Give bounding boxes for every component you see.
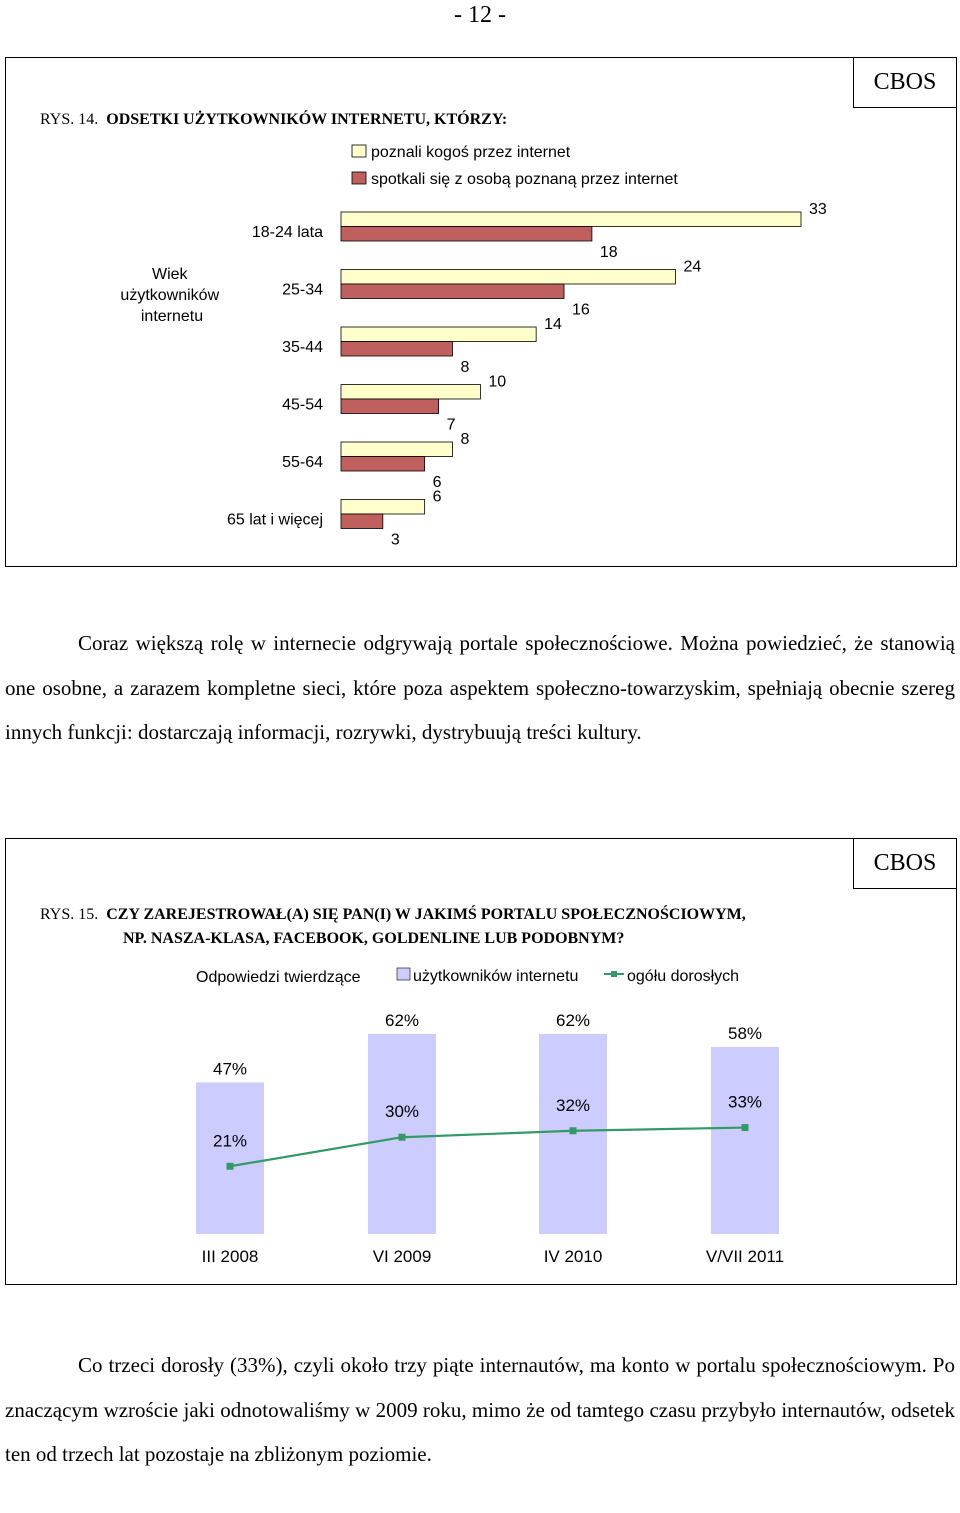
cbos-logo-box: CBOS bbox=[853, 838, 957, 889]
bar-value-label: 24 bbox=[683, 258, 702, 276]
figure-15-number: RYS. 15. bbox=[40, 906, 99, 923]
category-label: IV 2010 bbox=[543, 1247, 603, 1266]
page-number: - 12 - bbox=[454, 2, 506, 28]
figure-14-number: RYS. 14. bbox=[40, 111, 99, 128]
legend-caption: Odpowiedzi twierdzące bbox=[196, 969, 361, 986]
bar-value-label: 62% bbox=[384, 1011, 420, 1030]
bar-value-label: 62% bbox=[555, 1011, 591, 1030]
bar-value-label: 8 bbox=[460, 359, 470, 376]
bar-value-label: 7 bbox=[446, 416, 456, 434]
legend-line-marker bbox=[611, 971, 617, 977]
category-label: III 2008 bbox=[201, 1247, 259, 1266]
body-paragraph-1: Coraz większą rolę w internecie odgrywają portale społecznościowe. Można powiedzieć, że stanowią one osobne, a zarazem kompletne sieci, które poza aspektem społeczno-towarzyskim, spełniają obecnie szereg innych funkcji: dostarczają informacji, rozrywki, dystrybuują treści kultury. bbox=[5, 631, 955, 744]
bar-value-label: 6 bbox=[432, 474, 442, 491]
line-point bbox=[742, 1124, 749, 1131]
bar-value-label: 8 bbox=[460, 431, 470, 448]
bar-value-label: 58% bbox=[727, 1023, 763, 1043]
category-label: 65 lat i więcej bbox=[226, 511, 323, 529]
line-point bbox=[570, 1127, 577, 1134]
bar-value-label: 18 bbox=[599, 244, 618, 261]
category-label: VI 2009 bbox=[372, 1247, 432, 1266]
legend-label-line: ogółu dorosłych bbox=[627, 968, 740, 985]
category-label: 25-34 bbox=[282, 281, 323, 299]
legend-swatch-bars bbox=[397, 968, 410, 980]
line-series bbox=[230, 1128, 745, 1167]
figure-15-heading-line1: CZY ZAREJESTROWAŁ(A) SIĘ PAN(I) W JAKIMŚ PORTALU SPOŁECZNOŚCIOWYM, bbox=[106, 906, 746, 923]
figure-14-heading: ODSETKI UŻYTKOWNIKÓW INTERNETU, KTÓRZY: bbox=[106, 111, 508, 128]
figure-15-heading-line2: NP. NASZA-KLASA, FACEBOOK, GOLDENLINE LUB PODOBNYM? bbox=[123, 930, 625, 947]
body-paragraph-2: Co trzeci dorosły (33%), czyli około trzy piąte internautów, ma konto w portalu społecznościowym. Po znaczącym wzroście jaki odnotowaliśmy w 2009 roku, mimo że od tamtego czasu przybyło internautów, odsetek ten od trzech lat pozostaje na zbliżonym poziomie. bbox=[5, 1353, 955, 1466]
legend-label-series1: poznali kogoś przez internet bbox=[371, 144, 571, 161]
legend-label-bars: użytkowników internetu bbox=[413, 968, 579, 985]
axis-label: Wiek użytkowników internetu bbox=[120, 266, 220, 325]
bar-value-label: 47% bbox=[212, 1059, 248, 1079]
legend-label-series2: spotkali się z osobą poznaną przez internet bbox=[371, 171, 678, 188]
category-label: 18-24 lata bbox=[251, 224, 323, 241]
line-point bbox=[399, 1134, 406, 1141]
category-label: 45-54 bbox=[282, 396, 323, 414]
line-value-label: 21% bbox=[212, 1131, 248, 1151]
bar-value-label: 3 bbox=[390, 531, 400, 549]
bar-value-label: 33 bbox=[809, 201, 827, 218]
line-value-label: 30% bbox=[384, 1102, 420, 1122]
line-value-label: 32% bbox=[555, 1095, 591, 1115]
bars-group bbox=[196, 1011, 784, 1266]
line-point bbox=[227, 1163, 234, 1170]
bar-value-label: 14 bbox=[544, 316, 562, 333]
category-label: 55-64 bbox=[282, 454, 323, 471]
category-label: 35-44 bbox=[282, 339, 323, 356]
bar-value-label: 10 bbox=[488, 373, 507, 391]
bar bbox=[711, 1047, 779, 1234]
bar bbox=[196, 1082, 264, 1234]
bar-value-label: 6 bbox=[432, 488, 442, 506]
category-label: V/VII 2011 bbox=[705, 1247, 785, 1266]
bar-value-label: 16 bbox=[572, 301, 590, 319]
line-value-label: 33% bbox=[727, 1092, 763, 1112]
cbos-logo-box: CBOS bbox=[853, 57, 957, 108]
